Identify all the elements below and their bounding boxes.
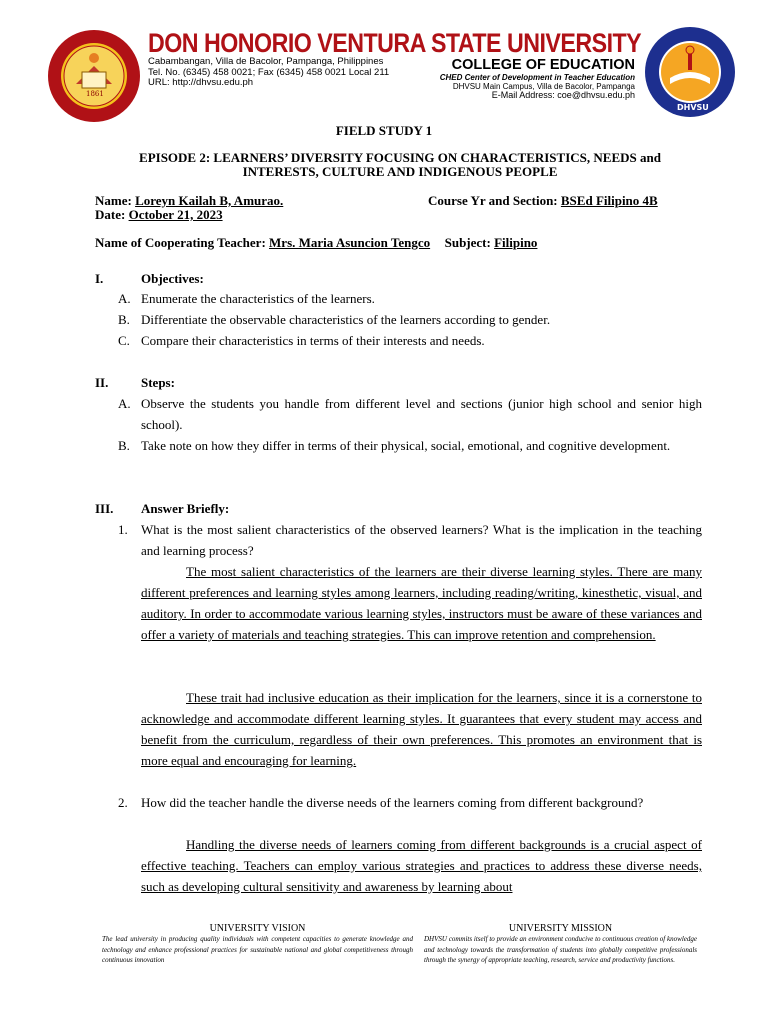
subject-label: Subject: <box>444 235 491 250</box>
teacher-label: Name of Cooperating Teacher: <box>95 235 266 250</box>
answer-paragraph: These trait had inclusive education as their implication for the learners, since it is a cornerstone to acknowledge and accommodate different learning styles. It guarantees that every student may access and benefit from the curriculum, regardless of their own preferences. This promotes an environment that is more equal and encouraging for learning. <box>141 690 702 768</box>
item-label: B. <box>118 438 130 453</box>
question-number: 1. <box>118 522 128 537</box>
question-item <box>118 792 702 813</box>
teacher-value: Mrs. Maria Asuncion Tengco <box>269 235 431 250</box>
course-label: Course Yr and Section: <box>428 193 558 208</box>
section-number: III. <box>95 501 114 516</box>
list-item <box>118 330 708 351</box>
question-item <box>118 519 702 561</box>
address-line: URL: http://dhvsu.edu.ph <box>148 77 254 88</box>
item-label: C. <box>118 333 130 348</box>
date-value: October 21, 2023 <box>128 207 223 222</box>
question-text: How did the teacher handle the diverse needs of the learners coming from different background? <box>141 795 644 810</box>
item-text: Differentiate the observable characteristics of the learners according to gender. <box>141 312 551 327</box>
episode-title <box>90 151 710 179</box>
list-item <box>118 288 708 309</box>
list-item <box>118 393 702 435</box>
svg-text:DHVSU: DHVSU <box>677 103 709 112</box>
item-text: Take note on how they differ in terms of their physical, social, emotional, and cognitive development. <box>141 438 671 453</box>
college-info <box>440 57 635 100</box>
episode-title-line: INTERESTS, CULTURE AND INDIGENOUS PEOPLE <box>242 164 558 179</box>
college-seal-icon <box>644 26 736 118</box>
date-row <box>95 207 223 223</box>
university-vision <box>102 923 413 966</box>
section-number: I. <box>95 271 104 286</box>
item-label: B. <box>118 312 130 327</box>
university-mission <box>424 923 697 966</box>
college-line: DHVSU Main Campus, Villa de Bacolor, Pampanga <box>452 82 635 91</box>
college-email: E-Mail Address: coe@dhvsu.edu.ph <box>491 90 635 100</box>
vision-title: UNIVERSITY VISION <box>209 923 306 934</box>
question-text: What is the most salient characteristics of the observed learners? What is the implication in the teaching and learning process? <box>141 522 702 558</box>
college-line: CHED Center of Development in Teacher Education <box>439 73 635 82</box>
item-text: Enumerate the characteristics of the learners. <box>141 291 375 306</box>
section-heading-answers: Answer Briefly: <box>141 501 230 516</box>
question-number: 2. <box>118 795 128 810</box>
university-address <box>148 57 389 89</box>
section-heading-steps: Steps: <box>141 375 175 390</box>
university-seal-icon <box>46 28 142 124</box>
subject-value: Filipino <box>494 235 538 250</box>
mission-title: UNIVERSITY MISSION <box>508 923 613 934</box>
item-text: Compare their characteristics in terms of their interests and needs. <box>141 333 485 348</box>
university-name: DON HONORIO VENTURA STATE UNIVERSITY <box>148 28 642 58</box>
section-number: II. <box>95 375 109 390</box>
address-line: Tel. No. (6345) 458 0021; Fax (6345) 458 0021 Local 211 <box>148 66 390 78</box>
item-label: A. <box>118 396 131 411</box>
item-text: Observe the students you handle from different level and sections (junior high school and senior high school). <box>141 396 702 432</box>
section-heading-objectives: Objectives: <box>141 271 204 286</box>
field-study-title: FIELD STUDY 1 <box>335 123 433 138</box>
svg-text:1861: 1861 <box>86 90 104 98</box>
college-title: COLLEGE OF EDUCATION <box>451 57 635 73</box>
vision-text: The lead university in producing quality individuals with competent capacities to generate knowledge and technology and enhance professional practices for sustainable national and global competitiveness through continuous innovation <box>102 935 413 964</box>
date-label: Date: <box>95 207 126 222</box>
answer-paragraph: Handling the diverse needs of learners coming from different backgrounds is a crucial aspect of effective teaching. Teachers can employ various strategies and practices to address these diverse needs, such as developing cultural sensitivity and awareness by learning about <box>141 837 702 894</box>
course-value: BSEd Filipino 4B <box>560 193 658 208</box>
name-label: Name: <box>95 193 132 208</box>
list-item <box>118 435 702 456</box>
list-item <box>118 309 708 330</box>
episode-title-line: EPISODE 2: LEARNERS’ DIVERSITY FOCUSING ON CHARACTERISTICS, NEEDS and <box>139 150 661 165</box>
address-line: Cabambangan, Villa de Bacolor, Pampanga, Philippines <box>148 56 384 67</box>
mission-text: DHVSU commits itself to provide an environment conducive to continuous creation of knowledge and technology towards the transformation of students into globally competitive professionals through the synergy of appropriate teaching, research, service and productivity functions. <box>424 935 697 964</box>
answer-paragraph: The most salient characteristics of the learners are their diverse learning styles. There are many different preferences and learning styles among learners, including reading/writing, kinesthetic, visual, and auditory. In order to accommodate various learning styles, instructors must be aware of these variances and offer a variety of materials and teaching strategies. This can improve retention and comprehension. <box>141 564 702 642</box>
item-label: A. <box>118 291 131 306</box>
teacher-row <box>95 235 537 251</box>
course-row <box>428 193 658 209</box>
name-value: Loreyn Kailah B, Amurao. <box>135 193 284 208</box>
